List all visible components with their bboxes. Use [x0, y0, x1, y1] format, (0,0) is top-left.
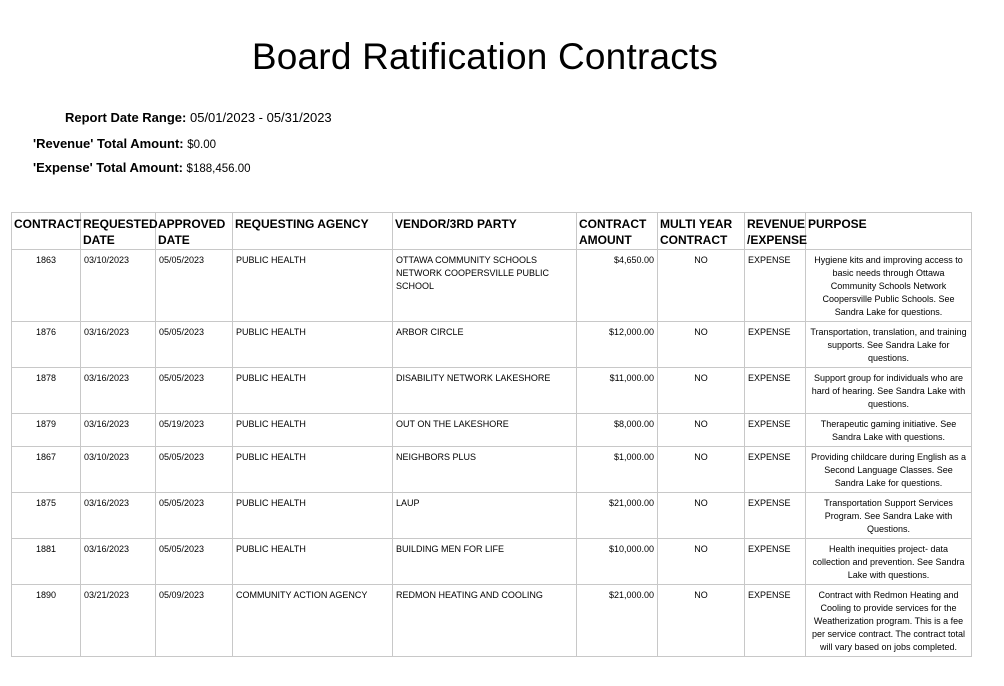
report-title: Board Ratification Contracts [251, 36, 719, 77]
cell-contract: 1890 [12, 585, 81, 657]
cell-requested-date: 03/21/2023 [81, 585, 156, 657]
cell-vendor: DISABILITY NETWORK LAKESHORE [393, 368, 577, 414]
cell-agency: COMMUNITY ACTION AGENCY [233, 585, 393, 657]
cell-agency: PUBLIC HEALTH [233, 539, 393, 585]
cell-approved-date: 05/09/2023 [156, 585, 233, 657]
cell-purpose: Contract with Redmon Heating and Cooling to provide services for the Weatherization program. This is a fee per service contract. The contract total will vary based on jobs completed. [806, 585, 972, 657]
date-range-value: 05/01/2023 - 05/31/2023 [189, 110, 332, 125]
revenue-total-value: $0.00 [187, 139, 217, 151]
cell-approved-date: 05/19/2023 [156, 414, 233, 447]
cell-contract: 1867 [12, 447, 81, 493]
cell-requested-date: 03/16/2023 [81, 368, 156, 414]
cell-vendor: BUILDING MEN FOR LIFE [393, 539, 577, 585]
cell-amount: $4,650.00 [577, 250, 658, 322]
cell-revenue-expense: EXPENSE [745, 322, 806, 368]
header-approved-date: APPROVED DATE [156, 213, 233, 250]
cell-amount: $1,000.00 [577, 447, 658, 493]
cell-purpose: Hygiene kits and improving access to basic needs through Ottawa Community Schools Network Coopersville Public Schools. See Sandra Lake for questions. [806, 250, 972, 322]
cell-revenue-expense: EXPENSE [745, 447, 806, 493]
table-row [12, 493, 972, 539]
cell-revenue-expense: EXPENSE [745, 585, 806, 657]
cell-requested-date: 03/10/2023 [81, 250, 156, 322]
cell-amount: $12,000.00 [577, 322, 658, 368]
cell-requested-date: 03/16/2023 [81, 322, 156, 368]
cell-purpose: Support group for individuals who are hard of hearing. See Sandra Lake with questions. [806, 368, 972, 414]
cell-contract: 1876 [12, 322, 81, 368]
cell-revenue-expense: EXPENSE [745, 493, 806, 539]
header-requested-date: REQUESTED DATE [81, 213, 156, 250]
header-vendor: VENDOR/3RD PARTY [393, 213, 577, 250]
header-contract-amount: CONTRACT AMOUNT [577, 213, 658, 250]
cell-multi-year: NO [658, 447, 745, 493]
expense-total-label: 'Expense' Total Amount: [33, 160, 183, 175]
cell-agency: PUBLIC HEALTH [233, 322, 393, 368]
cell-purpose: Transportation, translation, and training supports. See Sandra Lake for questions. [806, 322, 972, 368]
table-row [12, 414, 972, 447]
date-range-label: Report Date Range: [65, 110, 187, 125]
cell-amount: $21,000.00 [577, 493, 658, 539]
cell-agency: PUBLIC HEALTH [233, 414, 393, 447]
cell-requested-date: 03/16/2023 [81, 493, 156, 539]
cell-revenue-expense: EXPENSE [745, 414, 806, 447]
cell-vendor: OUT ON THE LAKESHORE [393, 414, 577, 447]
header-purpose: PURPOSE [806, 213, 972, 250]
contracts-table [11, 212, 972, 657]
cell-contract: 1878 [12, 368, 81, 414]
cell-contract: 1879 [12, 414, 81, 447]
cell-agency: PUBLIC HEALTH [233, 368, 393, 414]
cell-multi-year: NO [658, 585, 745, 657]
table-row [12, 322, 972, 368]
header-requesting-agency: REQUESTING AGENCY [233, 213, 393, 250]
cell-multi-year: NO [658, 250, 745, 322]
cell-vendor: LAUP [393, 493, 577, 539]
cell-approved-date: 05/05/2023 [156, 250, 233, 322]
cell-requested-date: 03/16/2023 [81, 539, 156, 585]
header-contract: CONTRACT [12, 213, 81, 250]
cell-agency: PUBLIC HEALTH [233, 250, 393, 322]
cell-multi-year: NO [658, 493, 745, 539]
cell-requested-date: 03/16/2023 [81, 414, 156, 447]
cell-approved-date: 05/05/2023 [156, 447, 233, 493]
cell-amount: $10,000.00 [577, 539, 658, 585]
cell-approved-date: 05/05/2023 [156, 368, 233, 414]
expense-total-value: $188,456.00 [186, 163, 251, 175]
cell-purpose: Providing childcare during English as a Second Language Classes. See Sandra Lake for questions. [806, 447, 972, 493]
table-row [12, 250, 972, 322]
table-row [12, 539, 972, 585]
cell-requested-date: 03/10/2023 [81, 447, 156, 493]
cell-approved-date: 05/05/2023 [156, 493, 233, 539]
cell-purpose: Health inequities project- data collection and prevention. See Sandra Lake with questions. [806, 539, 972, 585]
cell-amount: $11,000.00 [577, 368, 658, 414]
cell-multi-year: NO [658, 414, 745, 447]
cell-multi-year: NO [658, 368, 745, 414]
cell-revenue-expense: EXPENSE [745, 368, 806, 414]
table-row [12, 585, 972, 657]
cell-approved-date: 05/05/2023 [156, 539, 233, 585]
cell-revenue-expense: EXPENSE [745, 250, 806, 322]
cell-purpose: Therapeutic gaming initiative. See Sandra Lake with questions. [806, 414, 972, 447]
date-range-line [65, 110, 332, 125]
cell-purpose: Transportation Support Services Program. See Sandra Lake with Questions. [806, 493, 972, 539]
cell-contract: 1875 [12, 493, 81, 539]
cell-agency: PUBLIC HEALTH [233, 447, 393, 493]
revenue-total-line [33, 136, 216, 151]
cell-multi-year: NO [658, 539, 745, 585]
cell-amount: $21,000.00 [577, 585, 658, 657]
cell-contract: 1863 [12, 250, 81, 322]
cell-amount: $8,000.00 [577, 414, 658, 447]
cell-vendor: REDMON HEATING AND COOLING [393, 585, 577, 657]
cell-vendor: ARBOR CIRCLE [393, 322, 577, 368]
table-header-row [12, 213, 972, 250]
cell-contract: 1881 [12, 539, 81, 585]
cell-revenue-expense: EXPENSE [745, 539, 806, 585]
header-multi-year: MULTI YEAR CONTRACT [658, 213, 745, 250]
revenue-total-label: 'Revenue' Total Amount: [33, 136, 184, 151]
table-row [12, 447, 972, 493]
cell-approved-date: 05/05/2023 [156, 322, 233, 368]
header-revenue-expense: REVENUE /EXPENSE [745, 213, 806, 250]
expense-total-line [33, 160, 251, 175]
table-row [12, 368, 972, 414]
cell-vendor: NEIGHBORS PLUS [393, 447, 577, 493]
cell-agency: PUBLIC HEALTH [233, 493, 393, 539]
cell-multi-year: NO [658, 322, 745, 368]
cell-vendor: OTTAWA COMMUNITY SCHOOLS NETWORK COOPERSVILLE PUBLIC SCHOOL [393, 250, 577, 322]
